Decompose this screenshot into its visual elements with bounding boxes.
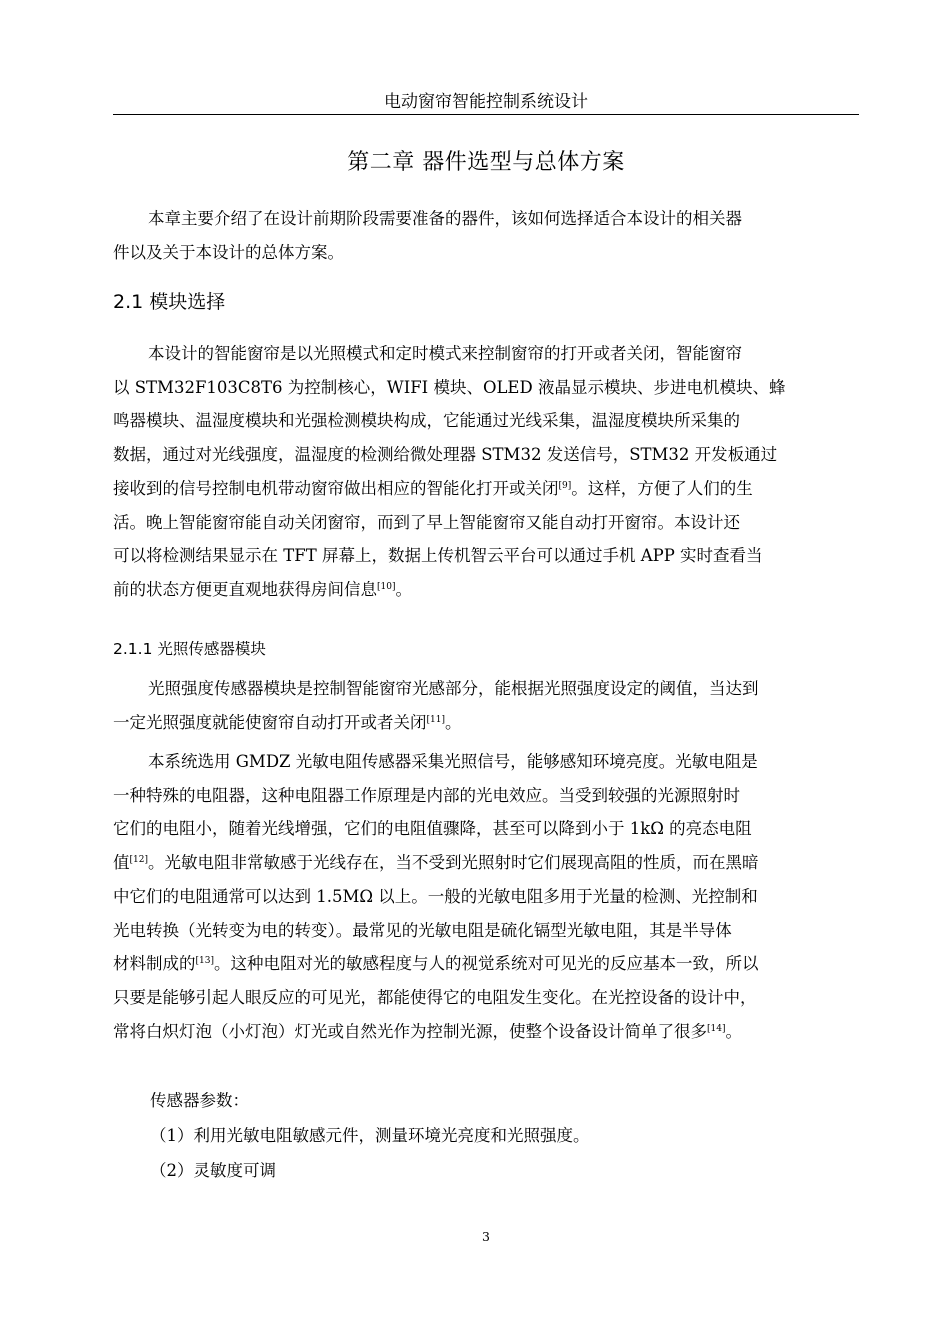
intro-paragraph (113, 202, 859, 269)
text-line: 本章主要介绍了在设计前期阶段需要准备的器件，该如何选择适合本设计的相关器 (148, 209, 742, 228)
citation: [10] (377, 581, 396, 592)
text-line (113, 1015, 859, 1049)
text-fragment: 接收到的信号控制电机带动窗帘做出相应的智能化打开或关闭 (113, 478, 559, 498)
text-line: 本设计的智能窗帘是以光照模式和定时模式来控制窗帘的打开或者关闭，智能窗帘 (148, 344, 742, 363)
text-fragment: 一定光照强度就能使窗帘自动打开或者关闭 (113, 712, 427, 732)
text-line: 光电转换（光转变为电的转变）。最常见的光敏电阻是硫化镉型光敏电阻，其是半导体 (113, 920, 732, 940)
text-fragment: 。 (395, 579, 412, 599)
text-line: 中它们的电阻通常可以达到 1.5MΩ 以上。一般的光敏电阻多用于光量的检测、光控制和 (113, 886, 758, 906)
chapter-title: 第二章 器件选型与总体方案 (347, 150, 625, 175)
text-fragment: 常将白炽灯泡（小灯泡）灯光或自然光作为控制光源，使整个设备设计简单了很多 (113, 1021, 707, 1041)
text-line: 只要是能够引起人眼反应的可见光，都能使得它的电阻发生变化。在光控设备的设计中， (113, 987, 757, 1007)
text-line (113, 846, 859, 880)
text-fragment: 。这种电阻对光的敏感程度与人的视觉系统对可见光的反应基本一致，所以 (213, 954, 759, 974)
text-line: 以 STM32F103C8T6 为控制核心，WIFI 模块、OLED 液晶显示模块、步进电机模块、蜂 (113, 377, 786, 397)
text-line: 鸣器模块、温湿度模块和光强检测模块构成，它能通过光线采集，温湿度模块所采集的 (113, 411, 740, 431)
text-line: 数据，通过对光线强度，温湿度的检测给微处理器 STM32 发送信号，STM32 开发板通过 (113, 445, 778, 465)
text-fragment: 材料制成的 (113, 954, 196, 974)
sensor-params-heading: 传感器参数： (150, 1091, 249, 1110)
text-fragment: 。这样，方便了人们的生 (571, 478, 753, 498)
text-fragment: 值 (113, 853, 130, 873)
section-heading-2-1-1: 2.1.1 光照传感器模块 (113, 640, 266, 658)
running-header: 电动窗帘智能控制系统设计 (384, 92, 588, 112)
text-fragment: 。 (725, 1021, 742, 1041)
text-line: 本系统选用 GMDZ 光敏电阻传感器采集光照信号，能够感知环境亮度。光敏电阻是 (148, 752, 758, 771)
sensor-param-item: （1）利用光敏电阻敏感元件，测量环境光亮度和光照强度。 (150, 1126, 590, 1145)
text-line (113, 706, 859, 740)
text-fragment: 。光敏电阻非常敏感于光线存在，当不受到光照射时它们展现高阻的性质，而在黑暗 (147, 853, 759, 873)
text-line: 光照强度传感器模块是控制智能窗帘光感部分，能根据光照强度设定的阈值，当达到 (148, 679, 759, 698)
citation: [9] (558, 480, 572, 491)
text-line: 它们的电阻小，随着光线增强，它们的电阻值骤降，甚至可以降到小于 1kΩ 的亮态电阻 (113, 819, 752, 839)
header-divider (113, 114, 859, 115)
light-sensor-intro-paragraph (113, 672, 859, 739)
text-fragment: 。 (444, 712, 462, 732)
text-line (113, 472, 859, 506)
text-line (113, 573, 859, 607)
citation: [14] (707, 1023, 726, 1034)
text-line: 活。晚上智能窗帘能自动关闭窗帘，而到了早上智能窗帘又能自动打开窗帘。本设计还 (113, 512, 740, 532)
photoresistor-paragraph (113, 745, 859, 1048)
text-line: 一种特殊的电阻器，这种电阻器工作原理是内部的光电效应。当受到较强的光源照射时 (113, 785, 740, 805)
text-line (113, 947, 859, 981)
text-line: 件以及关于本设计的总体方案。 (113, 242, 344, 262)
sensor-param-item: （2）灵敏度可调 (150, 1161, 276, 1180)
citation: [12] (129, 855, 148, 866)
citation: [13] (195, 956, 214, 967)
text-line: 可以将检测结果显示在 TFT 屏幕上，数据上传机智云平台可以通过手机 APP 实时查看当 (113, 546, 763, 566)
page-number: 3 (482, 1229, 490, 1244)
citation: [11] (426, 714, 445, 725)
module-selection-paragraph (113, 337, 859, 607)
section-heading-2-1: 2.1 模块选择 (113, 291, 226, 313)
text-fragment: 前的状态方便更直观地获得房间信息 (113, 579, 377, 599)
